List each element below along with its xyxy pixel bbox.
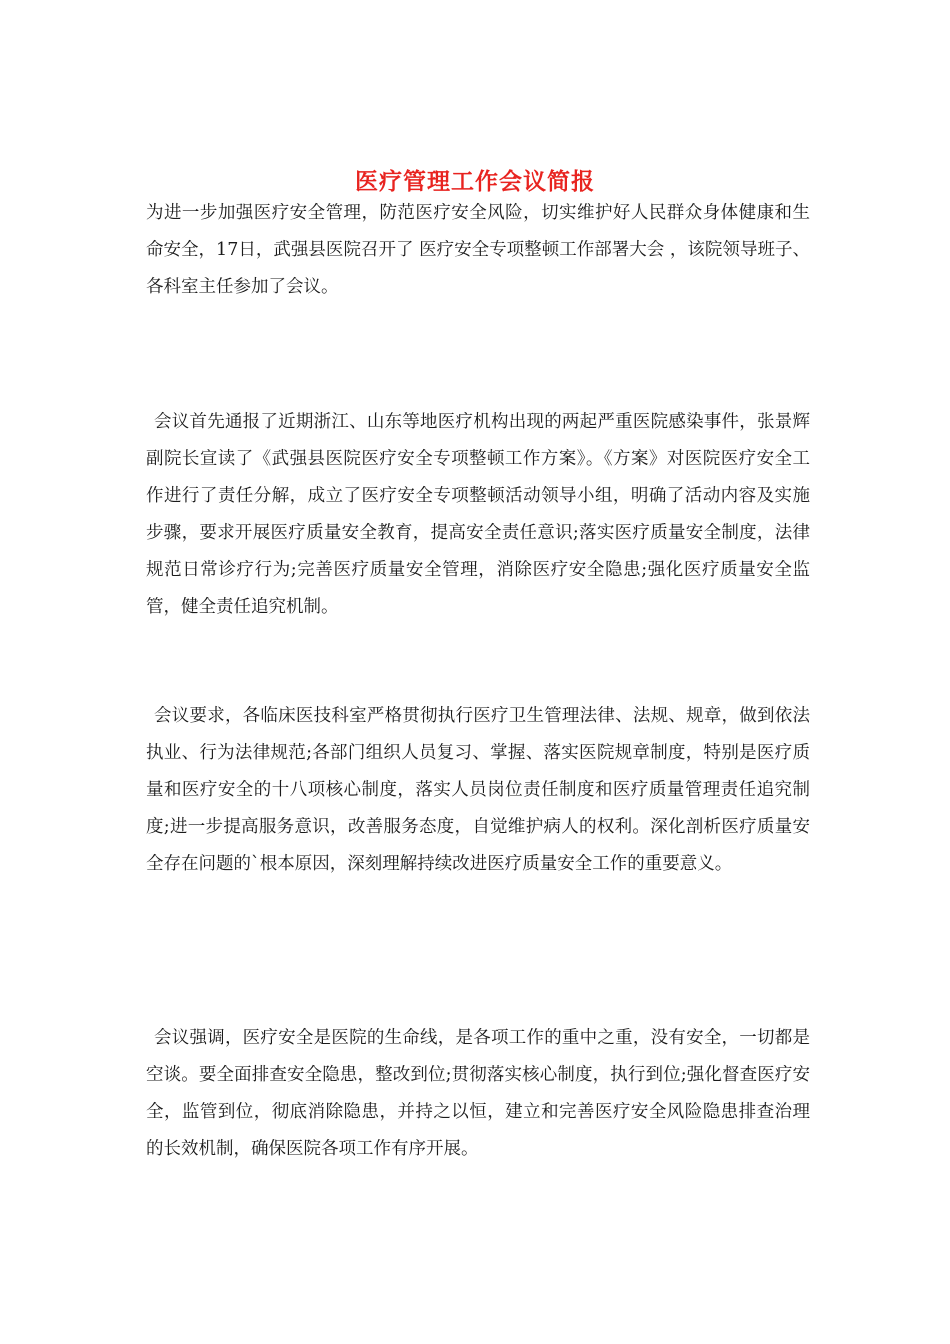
paragraph-requirements: 会议要求，各临床医技科室严格贯彻执行医疗卫生管理法律、法规、规章，做到依法执业、行为法律规范;各部门组织人员复习、掌握、落实医院规章制度，特别是医疗质量和医疗安全的十八项核心制度，落实人员岗位责任制度和医疗质量管理责任追究制度;进一步提高服务意识，改善服务态度，自觉维护病人的权利。深化剖析医疗质量安全存在问题的`根本原因，深刻理解持续改进医疗质量安全工作的重要意义。: [146, 706, 810, 874]
paragraph-briefing: 会议首先通报了近期浙江、山东等地医疗机构出现的两起严重医院感染事件，张景辉副院长宣读了《武强县医院医疗安全专项整顿工作方案》。《方案》对医院医疗安全工作进行了责任分解，成立了医疗安全专项整顿活动领导小组，明确了活动内容及实施步骤，要求开展医疗质量安全教育，提高安全责任意识;落实医疗质量安全制度，法律规范日常诊疗行为;完善医疗质量安全管理，消除医疗安全隐患;强化医疗质量安全监管，健全责任追究机制。: [146, 412, 810, 617]
paragraph-intro: 为进一步加强医疗安全管理，防范医疗安全风险，切实维护好人民群众身体健康和生命安全，17日，武强县医院召开了 医疗安全专项整顿工作部署大会 ，该院领导班子、各科室主任参加了会议。: [146, 203, 810, 297]
paragraph-emphasis: 会议强调，医疗安全是医院的生命线，是各项工作的重中之重，没有安全，一切都是空谈。要全面排查安全隐患，整改到位;贯彻落实核心制度，执行到位;强化督查医疗安全，监管到位，彻底消除隐患，并持之以恒，建立和完善医疗安全风险隐患排查治理的长效机制，确保医院各项工作有序开展。: [146, 1028, 810, 1159]
document-title: 医疗管理工作会议简报: [355, 168, 595, 196]
